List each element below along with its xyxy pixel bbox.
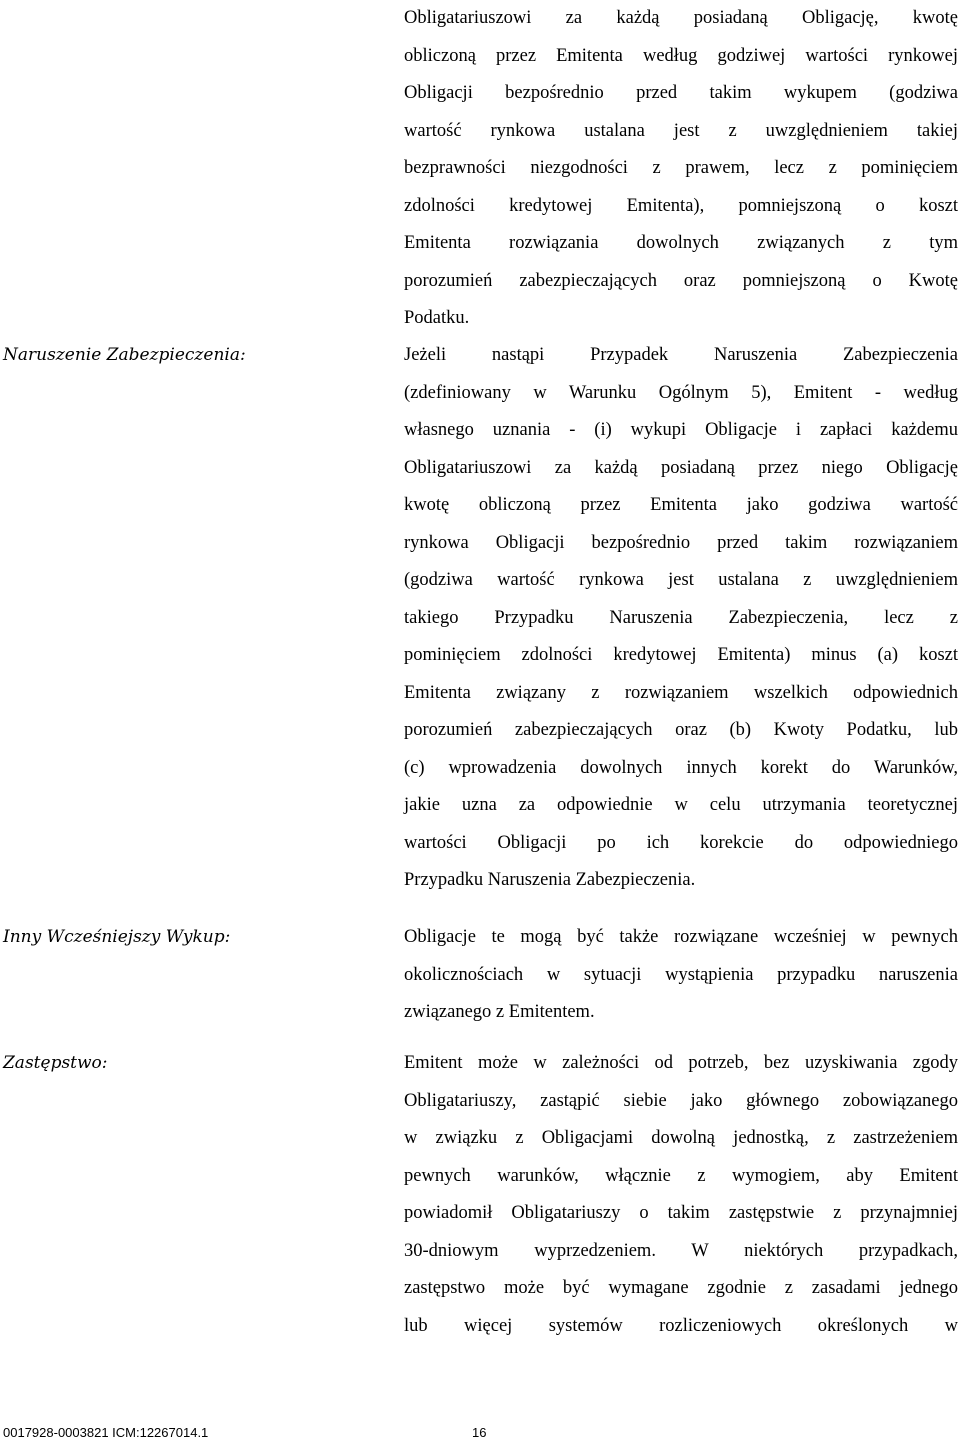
text-line: Emitent może w zależności od potrzeb, bez uzyskiwania zgody: [404, 1053, 958, 1073]
section-label: Zastępstwo:: [3, 1053, 108, 1073]
section-body: [404, 0, 958, 338]
text-line: porozumień zabezpieczających oraz pomniejszoną o Kwotę: [404, 270, 958, 291]
text-line: własnego uznania - (i) wykupi Obligacje i zapłaci każdemu: [404, 420, 958, 440]
text-line: lub więcej systemów rozliczeniowych określonych w: [404, 1315, 958, 1336]
text-line: (zdefiniowany w Warunku Ogólnym 5), Emitent - według: [404, 382, 958, 403]
text-line: Emitenta związany z rozwiązaniem wszelkich odpowiednich: [404, 682, 958, 703]
text-line: porozumień zabezpieczających oraz (b) Kwoty Podatku, lub: [404, 720, 958, 740]
text-line: (c) wprowadzenia dowolnych innych korekt do Warunków,: [404, 757, 958, 778]
section-body: [404, 337, 958, 900]
text-line: takiego Przypadku Naruszenia Zabezpieczenia, lecz z: [404, 607, 958, 628]
footer-doc-id: 0017928-0003821 ICM:12267014.1: [3, 1425, 209, 1440]
text-line: (godziwa wartość rynkowa jest ustalana z uwzględnieniem: [404, 570, 958, 590]
text-line: okolicznościach w sytuacji wystąpienia przypadku naruszenia: [404, 964, 958, 985]
text-line: w związku z Obligacjami dowolną jednostką, z zastrzeżeniem: [404, 1128, 958, 1148]
text-line: jakie uzna za odpowiednie w celu utrzymania teoretycznej: [404, 795, 958, 815]
text-line: 30-dniowym wyprzedzeniem. W niektórych przypadkach,: [404, 1240, 958, 1261]
section-body: [404, 1045, 958, 1345]
text-line: Obligacje te mogą być także rozwiązane wcześniej w pewnych: [404, 927, 958, 947]
text-line: Jeżeli nastąpi Przypadek Naruszenia Zabezpieczenia: [404, 345, 958, 365]
text-line: powiadomił Obligatariuszy o takim zastępstwie z przynajmniej: [404, 1203, 958, 1223]
text-line: pewnych warunków, włącznie z wymogiem, aby Emitent: [404, 1165, 958, 1186]
text-line: Podatku.: [404, 308, 470, 328]
text-line: pominięciem zdolności kredytowej Emitenta) minus (a) koszt: [404, 645, 958, 665]
text-line: bezprawności niezgodności z prawem, lecz z pominięciem: [404, 158, 958, 178]
text-line: kwotę obliczoną przez Emitenta jako godziwa wartość: [404, 495, 958, 515]
text-line: Przypadku Naruszenia Zabezpieczenia.: [404, 870, 696, 890]
text-line: rynkowa Obligacji bezpośrednio przed takim rozwiązaniem: [404, 532, 958, 553]
text-line: zastępstwo może być wymagane zgodnie z zasadami jednego: [404, 1278, 958, 1298]
section-body: [404, 919, 958, 1032]
text-line: wartość rynkowa ustalana jest z uwzględnieniem takiej: [404, 120, 958, 141]
text-line: Obligatariuszy, zastąpić siebie jako głównego zobowiązanego: [404, 1090, 958, 1111]
section-label: Inny Wcześniejszy Wykup:: [3, 927, 231, 947]
text-line: Obligacji bezpośrednio przed takim wykupem (godziwa: [404, 83, 958, 103]
section-label: Naruszenie Zabezpieczenia:: [3, 345, 246, 365]
text-line: wartości Obligacji po ich korekcie do odpowiedniego: [404, 832, 958, 853]
page-number: 16: [472, 1425, 487, 1440]
text-line: Emitenta rozwiązania dowolnych związanych z tym: [404, 233, 958, 253]
text-line: związanego z Emitentem.: [404, 1002, 595, 1022]
text-line: zdolności kredytowej Emitenta), pomniejszoną o koszt: [404, 195, 958, 216]
text-line: obliczoną przez Emitenta według godziwej wartości rynkowej: [404, 45, 958, 66]
text-line: Obligatariuszowi za każdą posiadaną Obligację, kwotę: [404, 8, 958, 28]
text-line: Obligatariuszowi za każdą posiadaną przez niego Obligację: [404, 457, 958, 478]
